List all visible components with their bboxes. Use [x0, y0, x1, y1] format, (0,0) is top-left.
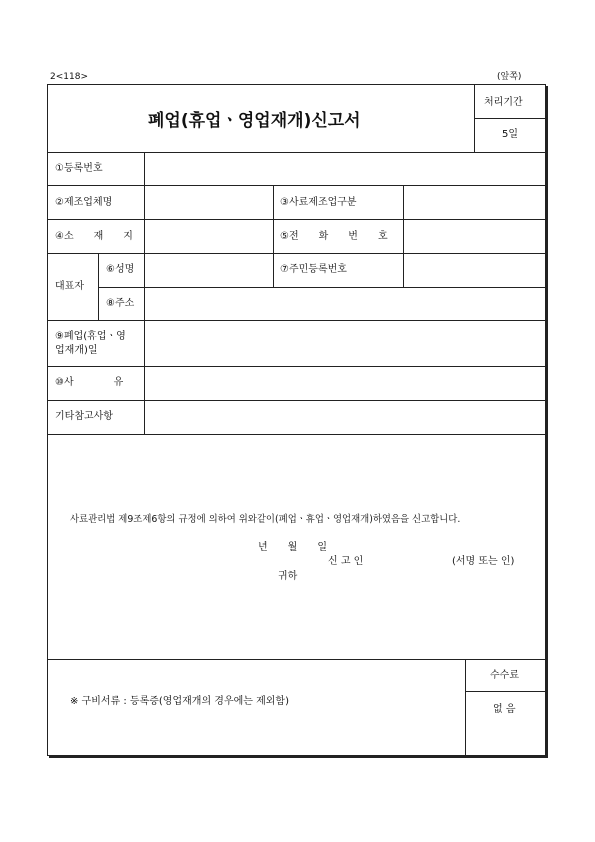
registration-number-label: ①등록번호: [55, 163, 103, 174]
location-field[interactable]: [145, 220, 272, 252]
manufacturer-name-label: ②제조업체명: [55, 197, 113, 208]
representative-name-label: ⑥성명: [106, 264, 135, 275]
rule: [465, 659, 466, 756]
form-title: 폐업(휴업ㆍ영업재개)신고서: [148, 111, 361, 131]
closure-date-label-line1: ⑨폐업(휴업ㆍ영: [55, 331, 126, 342]
date-line: 년 월 일: [258, 542, 327, 553]
other-notes-field[interactable]: [145, 401, 545, 433]
feed-type-field[interactable]: [404, 186, 545, 218]
rule: [98, 253, 99, 320]
phone-field[interactable]: [404, 220, 545, 252]
reason-label: ⑩사 유: [55, 377, 124, 388]
resident-number-field[interactable]: [404, 254, 545, 286]
rule: [465, 691, 546, 692]
required-documents-note: ※ 구비서류 : 등록증(영업재개의 경우에는 제외함): [70, 696, 289, 707]
phone-label: ⑤전 화 번 호: [280, 231, 388, 242]
fee-value: 없 음: [493, 704, 516, 715]
closure-date-field[interactable]: [145, 321, 545, 365]
fee-label: 수수료: [490, 670, 519, 681]
resident-number-label: ⑦주민등록번호: [280, 264, 347, 275]
rule: [273, 185, 274, 287]
location-label: ④소 재 지: [55, 231, 133, 242]
registration-number-field[interactable]: [145, 153, 545, 184]
rule: [474, 118, 546, 119]
frame-shadow-right: [545, 86, 548, 758]
other-notes-label: 기타참고사항: [55, 411, 113, 422]
reporter-label: 신 고 인: [328, 556, 364, 567]
representative-name-field[interactable]: [145, 254, 272, 286]
representative-label: 대표자: [55, 281, 84, 292]
representative-address-label: ⑧주소: [106, 298, 135, 309]
rule: [47, 659, 546, 660]
processing-value: 5일: [502, 129, 519, 140]
page-side-label: (앞쪽): [497, 72, 522, 82]
rule: [47, 434, 546, 435]
signature-hint: (서명 또는 인): [452, 556, 515, 567]
recipient-suffix: 귀하: [278, 571, 298, 582]
closure-date-label-line2: 업재개)일: [55, 345, 98, 356]
feed-type-label: ③사료제조업구분: [280, 197, 357, 208]
reason-field[interactable]: [145, 367, 545, 399]
manufacturer-name-field[interactable]: [145, 186, 272, 218]
declaration-text: 사료관리법 제9조제6항의 규정에 의하여 위와같이(폐업ㆍ휴업ㆍ영업재개)하였음을 신고합니다.: [70, 514, 461, 525]
reporter-signature-area[interactable]: [372, 553, 448, 569]
processing-label: 처리기간: [484, 97, 523, 108]
rule: [474, 84, 475, 152]
representative-address-field[interactable]: [145, 288, 545, 319]
frame-shadow-bottom: [49, 755, 548, 758]
form-number: 2<118>: [50, 72, 88, 82]
